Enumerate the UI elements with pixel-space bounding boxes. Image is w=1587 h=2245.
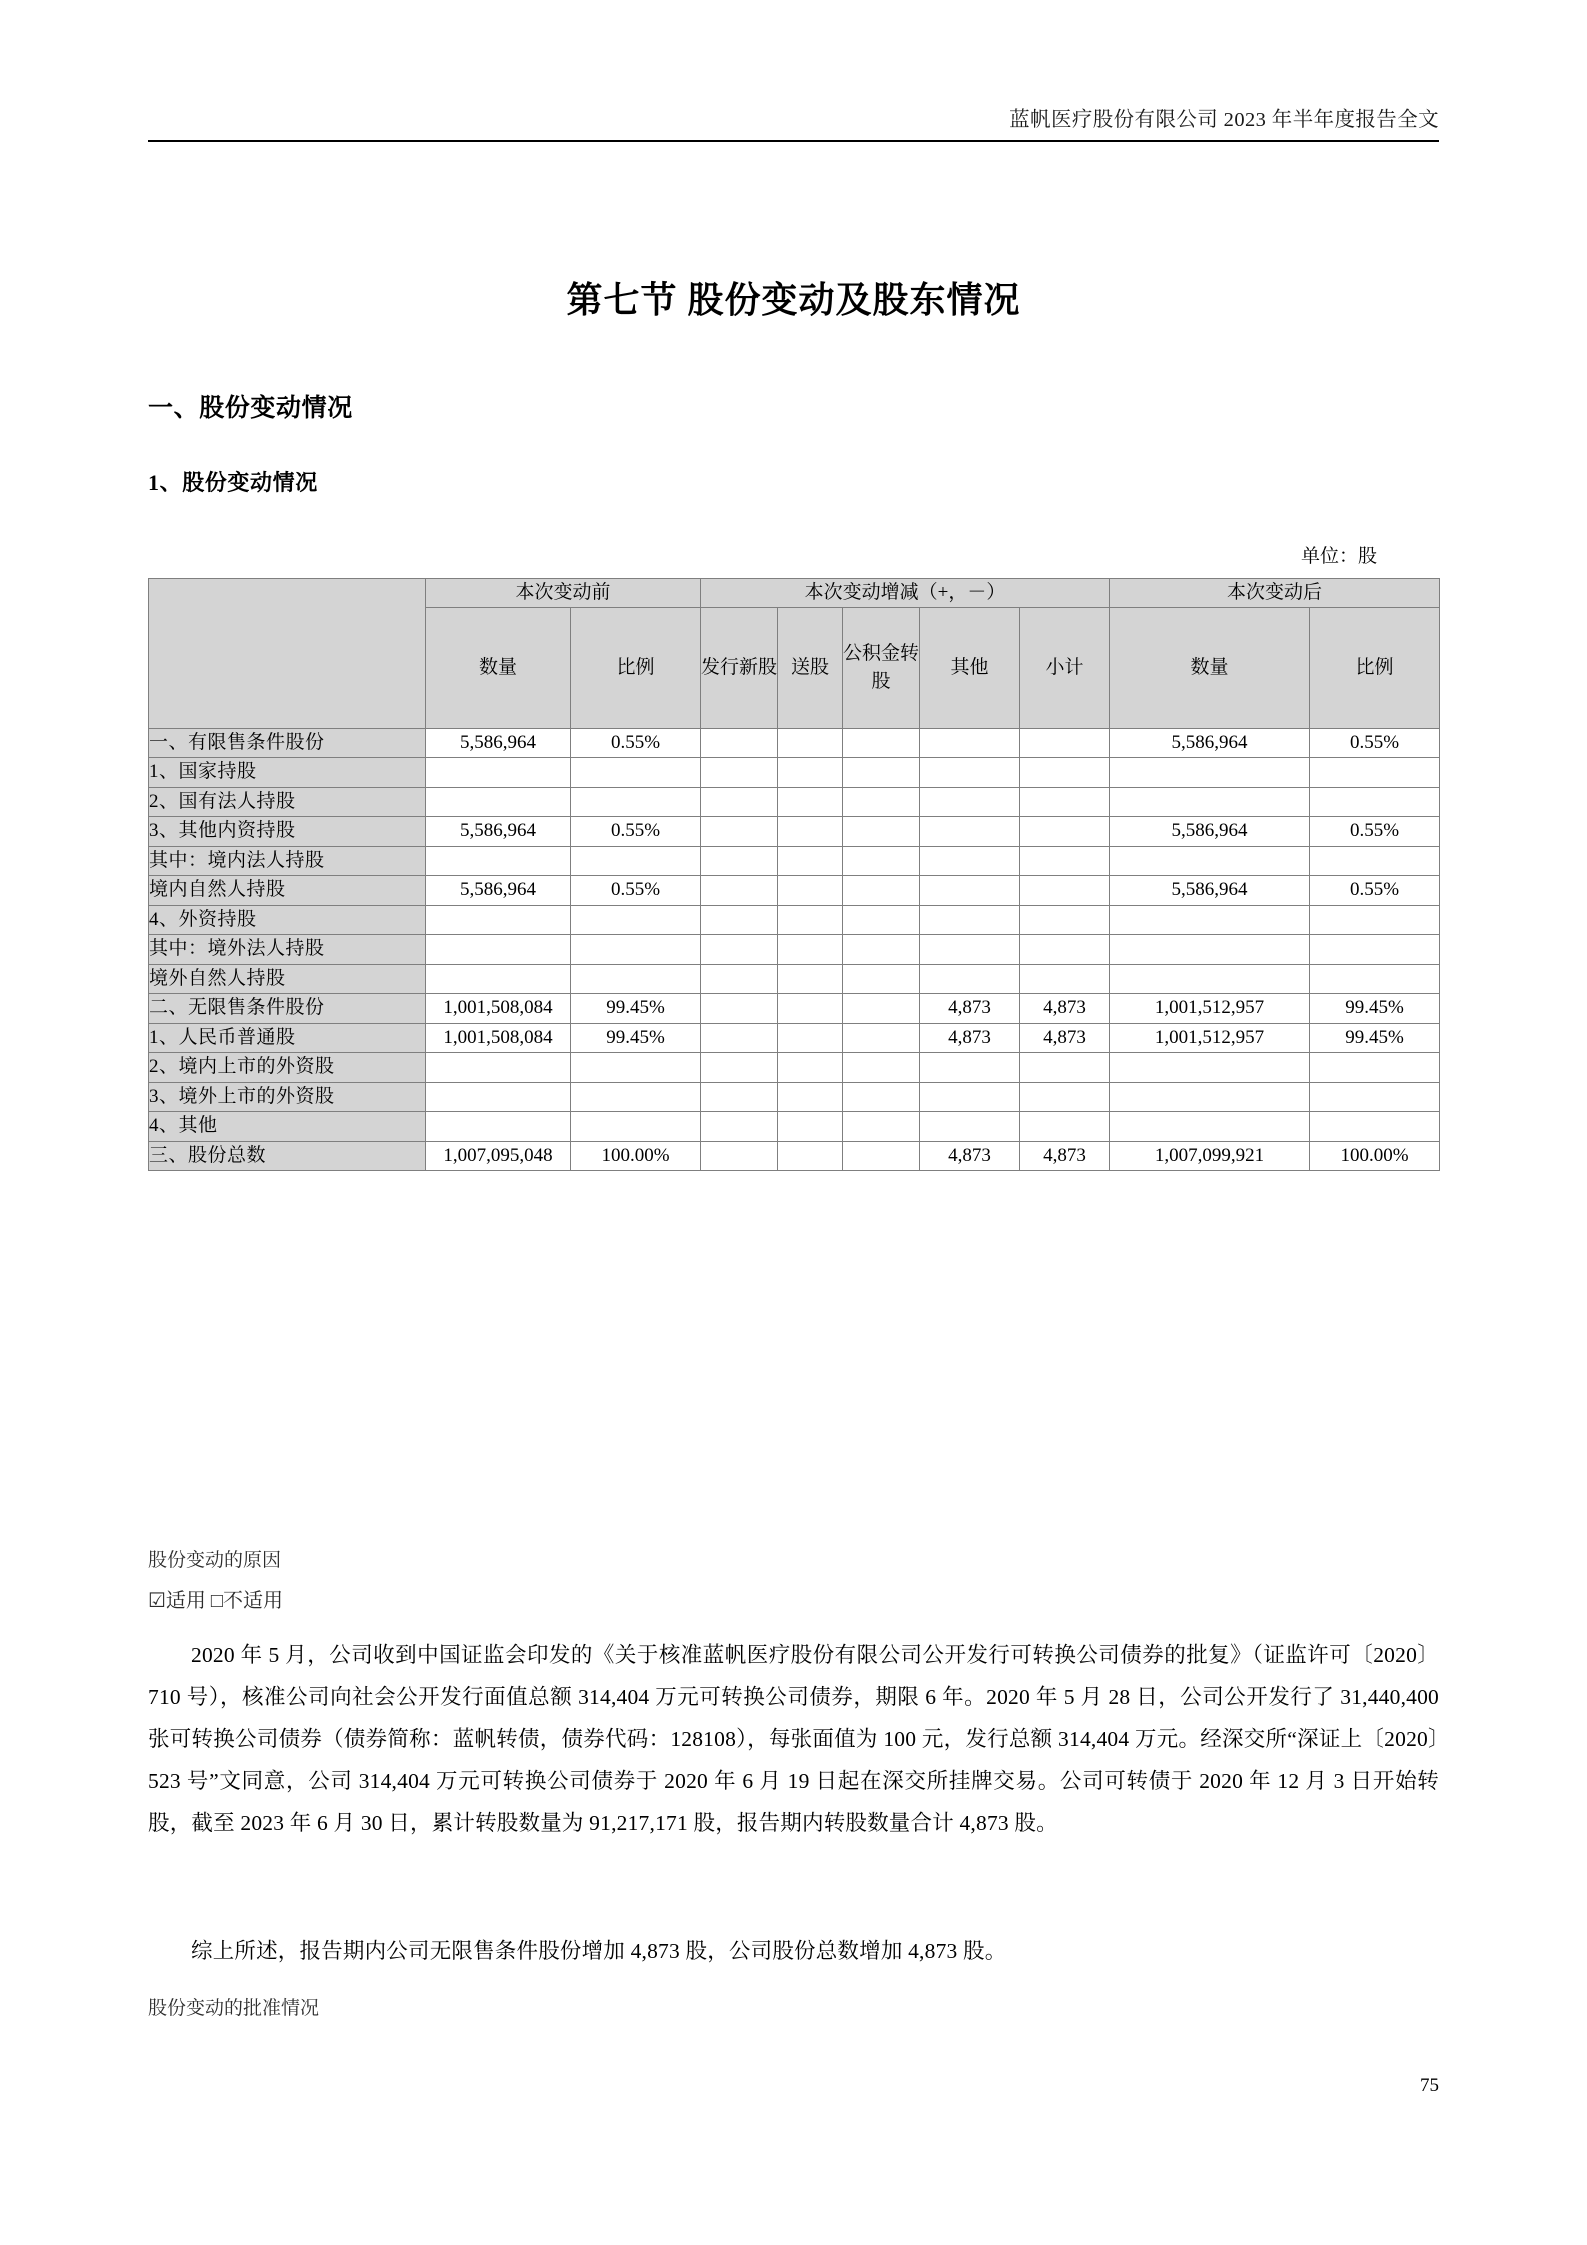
cell-before-qty: [426, 935, 571, 965]
cell-bonus: [778, 846, 843, 876]
cell-bonus: [778, 728, 843, 758]
cell-other: [920, 787, 1020, 817]
cell-reserve: [843, 846, 920, 876]
cell-bonus: [778, 1023, 843, 1053]
section-heading-level1: 一、股份变动情况: [148, 395, 353, 422]
cell-after-qty: 5,586,964: [1110, 817, 1310, 847]
cell-reserve: [843, 817, 920, 847]
subheader-subtotal: 小计: [1020, 607, 1110, 728]
header-divider: [148, 140, 1439, 142]
cell-subtotal: [1020, 1112, 1110, 1142]
table-row: [149, 787, 1440, 817]
cell-after-pct: 99.45%: [1310, 1023, 1440, 1053]
cell-other: [920, 758, 1020, 788]
section-heading-level2: 1、股份变动情况: [148, 470, 318, 495]
cell-before-qty: [426, 1082, 571, 1112]
cell-other: [920, 964, 1020, 994]
group-header-after: 本次变动后: [1110, 579, 1440, 608]
cell-new-issue: [701, 787, 778, 817]
cell-other: 4,873: [920, 1141, 1020, 1171]
cell-before-qty: 1,007,095,048: [426, 1141, 571, 1171]
cell-after-pct: 0.55%: [1310, 728, 1440, 758]
cell-after-qty: 1,001,512,957: [1110, 994, 1310, 1024]
cell-bonus: [778, 758, 843, 788]
cell-after-qty: 1,001,512,957: [1110, 1023, 1310, 1053]
running-header: 蓝帆医疗股份有限公司 2023 年半年度报告全文: [1009, 109, 1439, 131]
cell-before-pct: [571, 846, 701, 876]
cell-bonus: [778, 876, 843, 906]
cell-new-issue: [701, 846, 778, 876]
row-label: 2、国有法人持股: [149, 787, 426, 817]
table-row: [149, 964, 1440, 994]
table-header-row-groups: [149, 579, 1440, 608]
cell-new-issue: [701, 1053, 778, 1083]
cell-after-pct: 0.55%: [1310, 817, 1440, 847]
cell-bonus: [778, 1053, 843, 1083]
cell-reserve: [843, 935, 920, 965]
cell-before-qty: [426, 1053, 571, 1083]
cell-before-qty: 1,001,508,084: [426, 1023, 571, 1053]
cell-new-issue: [701, 994, 778, 1024]
cell-before-pct: 99.45%: [571, 994, 701, 1024]
cell-before-qty: 5,586,964: [426, 817, 571, 847]
cell-new-issue: [701, 1023, 778, 1053]
cell-reserve: [843, 1112, 920, 1142]
row-label: 其中：境外法人持股: [149, 935, 426, 965]
cell-after-qty: [1110, 1112, 1310, 1142]
cell-reserve: [843, 964, 920, 994]
cell-before-qty: [426, 1112, 571, 1142]
row-label: 1、国家持股: [149, 758, 426, 788]
cell-after-pct: [1310, 1053, 1440, 1083]
corner-cell: [149, 579, 426, 729]
cell-new-issue: [701, 905, 778, 935]
cell-after-qty: [1110, 905, 1310, 935]
cell-subtotal: [1020, 935, 1110, 965]
cell-new-issue: [701, 1082, 778, 1112]
share-change-reason-label: 股份变动的原因: [148, 1550, 282, 1571]
group-header-change: 本次变动增减（+，－）: [701, 579, 1110, 608]
row-label: 3、其他内资持股: [149, 817, 426, 847]
cell-new-issue: [701, 1141, 778, 1171]
cell-other: [920, 846, 1020, 876]
cell-other: 4,873: [920, 994, 1020, 1024]
cell-subtotal: [1020, 758, 1110, 788]
cell-new-issue: [701, 935, 778, 965]
subheader-reserve: 公积金转股: [843, 607, 920, 728]
table-row: [149, 905, 1440, 935]
cell-subtotal: 4,873: [1020, 994, 1110, 1024]
cell-before-pct: [571, 1082, 701, 1112]
cell-other: [920, 876, 1020, 906]
cell-new-issue: [701, 817, 778, 847]
cell-subtotal: 4,873: [1020, 1023, 1110, 1053]
cell-subtotal: 4,873: [1020, 1141, 1110, 1171]
cell-before-pct: 0.55%: [571, 728, 701, 758]
cell-before-pct: [571, 1053, 701, 1083]
table-body: [149, 728, 1440, 1171]
cell-reserve: [843, 905, 920, 935]
cell-new-issue: [701, 964, 778, 994]
table-row: [149, 1082, 1440, 1112]
table-row: [149, 1141, 1440, 1171]
cell-after-qty: [1110, 935, 1310, 965]
cell-after-qty: [1110, 1082, 1310, 1112]
cell-before-pct: 0.55%: [571, 876, 701, 906]
cell-other: [920, 817, 1020, 847]
cell-bonus: [778, 1141, 843, 1171]
cell-before-pct: [571, 935, 701, 965]
cell-after-pct: [1310, 1082, 1440, 1112]
table-row: [149, 935, 1440, 965]
table-row: [149, 728, 1440, 758]
cell-bonus: [778, 994, 843, 1024]
summary-paragraph: 综上所述，报告期内公司无限售条件股份增加 4,873 股，公司股份总数增加 4,873 股。: [191, 1939, 1007, 1963]
subheader-after-pct: 比例: [1310, 607, 1440, 728]
cell-after-qty: [1110, 1053, 1310, 1083]
share-change-table-wrapper: [148, 578, 1439, 1171]
page-title: 第七节 股份变动及股东情况: [566, 280, 1021, 320]
table-row: [149, 1112, 1440, 1142]
cell-after-qty: [1110, 964, 1310, 994]
table-row: [149, 994, 1440, 1024]
cell-before-qty: 1,001,508,084: [426, 994, 571, 1024]
cell-reserve: [843, 1082, 920, 1112]
cell-reserve: [843, 1053, 920, 1083]
cell-other: [920, 728, 1020, 758]
main-paragraph: 2020 年 5 月，公司收到中国证监会印发的《关于核准蓝帆医疗股份有限公司公开发行可转换公司债券的批复》（证监许可〔2020〕710 号），核准公司向社会公开发行面值总额 314,404 万元可转换公司债券，期限 6 年。2020 年 5 月 28 日，公司公开发行了 31,440,400 张可转换公司债券（债券简称：蓝帆转债，债券代码：128108），每张面值为 100 元，发行总额 314,404 万元。经深交所“深证上〔2020〕523 号”文同意，公司 314,404 万元可转换公司债券于 2020 年 6 月 19 日起在深交所挂牌交易。公司可转债于 2020 年 12 月 3 日开始转股，截至 2023 年 6 月 30 日，累计转股数量为 91,217,171 股，报告期内转股数量合计 4,873 股。: [148, 1643, 1439, 1835]
cell-before-qty: 5,586,964: [426, 876, 571, 906]
subheader-other: 其他: [920, 607, 1020, 728]
cell-before-qty: [426, 758, 571, 788]
row-label: 4、其他: [149, 1112, 426, 1142]
cell-bonus: [778, 964, 843, 994]
table-row: [149, 758, 1440, 788]
cell-other: [920, 1112, 1020, 1142]
cell-after-pct: [1310, 787, 1440, 817]
row-label: 其中：境内法人持股: [149, 846, 426, 876]
subheader-bonus: 送股: [778, 607, 843, 728]
cell-after-pct: [1310, 964, 1440, 994]
cell-after-pct: 100.00%: [1310, 1141, 1440, 1171]
subheader-after-qty: 数量: [1110, 607, 1310, 728]
cell-before-pct: 100.00%: [571, 1141, 701, 1171]
cell-before-pct: 0.55%: [571, 817, 701, 847]
row-label: 3、境外上市的外资股: [149, 1082, 426, 1112]
cell-subtotal: [1020, 876, 1110, 906]
cell-reserve: [843, 994, 920, 1024]
share-change-approval-label: 股份变动的批准情况: [148, 1998, 320, 2019]
cell-subtotal: [1020, 846, 1110, 876]
cell-subtotal: [1020, 817, 1110, 847]
subheader-before-qty: 数量: [426, 607, 571, 728]
unit-note: 单位：股: [1300, 546, 1377, 567]
cell-reserve: [843, 876, 920, 906]
cell-subtotal: [1020, 787, 1110, 817]
cell-bonus: [778, 1112, 843, 1142]
cell-bonus: [778, 935, 843, 965]
cell-after-pct: [1310, 1112, 1440, 1142]
share-change-table: [148, 578, 1440, 1171]
cell-after-pct: [1310, 846, 1440, 876]
cell-after-qty: [1110, 846, 1310, 876]
cell-before-qty: [426, 964, 571, 994]
cell-reserve: [843, 1023, 920, 1053]
cell-after-pct: [1310, 905, 1440, 935]
cell-after-qty: 1,007,099,921: [1110, 1141, 1310, 1171]
table-row: [149, 1053, 1440, 1083]
cell-before-pct: [571, 964, 701, 994]
cell-subtotal: [1020, 728, 1110, 758]
cell-subtotal: [1020, 964, 1110, 994]
cell-bonus: [778, 1082, 843, 1112]
cell-after-pct: [1310, 758, 1440, 788]
cell-after-qty: [1110, 787, 1310, 817]
cell-new-issue: [701, 1112, 778, 1142]
row-label: 1、人民币普通股: [149, 1023, 426, 1053]
cell-other: 4,873: [920, 1023, 1020, 1053]
cell-reserve: [843, 758, 920, 788]
cell-other: [920, 1053, 1020, 1083]
cell-before-qty: [426, 905, 571, 935]
cell-after-pct: [1310, 935, 1440, 965]
cell-after-qty: 5,586,964: [1110, 728, 1310, 758]
cell-before-qty: 5,586,964: [426, 728, 571, 758]
cell-after-qty: 5,586,964: [1110, 876, 1310, 906]
cell-subtotal: [1020, 1053, 1110, 1083]
cell-before-pct: 99.45%: [571, 1023, 701, 1053]
applicability-checkboxes[interactable]: ☑适用 □不适用: [148, 1590, 284, 1612]
table-row: [149, 846, 1440, 876]
cell-other: [920, 935, 1020, 965]
row-label: 2、境内上市的外资股: [149, 1053, 426, 1083]
subheader-before-pct: 比例: [571, 607, 701, 728]
row-label: 三、股份总数: [149, 1141, 426, 1171]
cell-other: [920, 905, 1020, 935]
cell-before-qty: [426, 846, 571, 876]
cell-bonus: [778, 905, 843, 935]
cell-new-issue: [701, 728, 778, 758]
row-label: 4、外资持股: [149, 905, 426, 935]
row-label: 二、无限售条件股份: [149, 994, 426, 1024]
row-label: 境外自然人持股: [149, 964, 426, 994]
cell-before-qty: [426, 787, 571, 817]
cell-reserve: [843, 728, 920, 758]
cell-after-pct: 99.45%: [1310, 994, 1440, 1024]
cell-after-qty: [1110, 758, 1310, 788]
cell-before-pct: [571, 1112, 701, 1142]
row-label: 一、有限售条件股份: [149, 728, 426, 758]
subheader-new-issue: 发行新股: [701, 607, 778, 728]
cell-bonus: [778, 817, 843, 847]
table-header: [149, 579, 1440, 729]
cell-subtotal: [1020, 1082, 1110, 1112]
page-number: 75: [1420, 2075, 1439, 2096]
group-header-before: 本次变动前: [426, 579, 701, 608]
cell-new-issue: [701, 876, 778, 906]
cell-new-issue: [701, 758, 778, 788]
cell-reserve: [843, 787, 920, 817]
cell-after-pct: 0.55%: [1310, 876, 1440, 906]
row-label: 境内自然人持股: [149, 876, 426, 906]
cell-reserve: [843, 1141, 920, 1171]
table-row: [149, 1023, 1440, 1053]
cell-before-pct: [571, 758, 701, 788]
cell-subtotal: [1020, 905, 1110, 935]
table-row: [149, 817, 1440, 847]
table-row: [149, 876, 1440, 906]
cell-before-pct: [571, 905, 701, 935]
cell-other: [920, 1082, 1020, 1112]
cell-bonus: [778, 787, 843, 817]
cell-before-pct: [571, 787, 701, 817]
